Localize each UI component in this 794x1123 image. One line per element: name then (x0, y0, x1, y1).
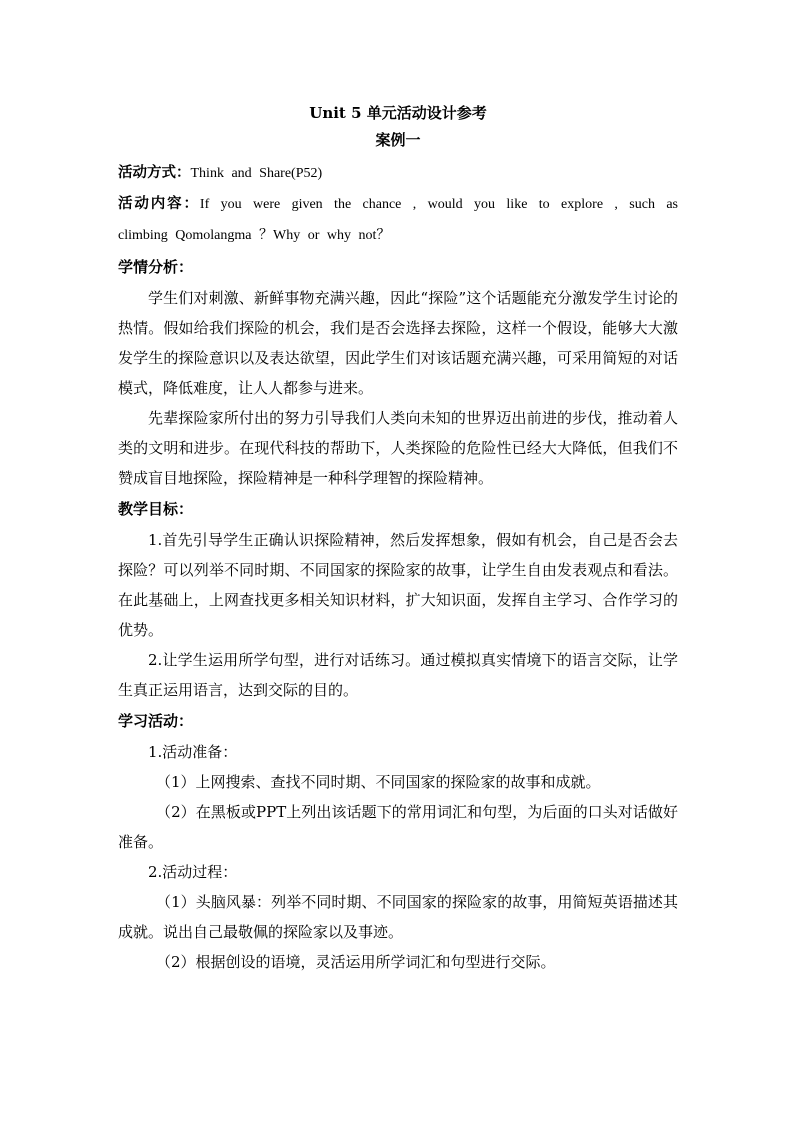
goals-heading: 教学目标： (118, 500, 194, 518)
prep-item-2: （2）在黑板或PPT上列出该话题下的常用词汇和句型，为后面的口头对话做好准备。 (118, 803, 678, 851)
doc-subtitle: 案例一 (375, 131, 421, 149)
prep-title: 1.活动准备： (148, 743, 238, 761)
activity-mode-value: Think and Share(P52) (190, 166, 323, 181)
document-body (118, 100, 678, 977)
activity-content-row-2 (118, 220, 678, 251)
prep-item-1: （1）上网搜索、查找不同时期、不同国家的探险家的故事和成就。 (156, 773, 601, 791)
activity-content-row (118, 189, 678, 220)
activities-heading: 学习活动： (118, 712, 194, 730)
analysis-paragraph-1: 学生们对刺激、新鲜事物充满兴趣，因此“探险”这个话题能充分激发学生讨论的热情。假如给我们探险的机会，我们是否会选择去探险，这样一个假设，能够大大激发学生的探险意识以及表达欲望，因此学生们对该话题充满兴趣，可采用简短的对话模式，降低难度，让人人都参与进来。 (118, 289, 678, 397)
activity-content-line1: If you were given the chance , would you like to explore , such as (199, 197, 678, 212)
goals-paragraph-1: 1.首先引导学生正确认识探险精神，然后发挥想象，假如有机会，自己是否会去探险？可以列举不同时期、不同国家的探险家的故事，让学生自由发表观点和看法。在此基础上，上网查找更多相关知识材料，扩大知识面，发挥自主学习、合作学习的优势。 (118, 531, 678, 639)
process-title: 2.活动过程： (148, 863, 238, 881)
analysis-heading: 学情分析： (118, 258, 194, 276)
activity-mode-label: 活动方式： (118, 164, 191, 181)
analysis-paragraph-2: 先辈探险家所付出的努力引导我们人类向未知的世界迈出前进的步伐，推动着人类的文明和进步。在现代科技的帮助下，人类探险的危险性已经大大降低，但我们不赞成盲目地探险，探险精神是一种科学理智的探险精神。 (118, 409, 678, 487)
process-item-1: （1）头脑风暴：列举不同时期、不同国家的探险家的故事，用简短英语描述其成就。说出自己最敬佩的探险家以及事迹。 (118, 893, 678, 941)
goals-paragraph-2: 2.让学生运用所学句型，进行对话练习。通过模拟真实情境下的语言交际，让学生真正运用语言，达到交际的目的。 (118, 651, 678, 699)
activity-mode-row (118, 158, 678, 189)
process-item-2: （2）根据创设的语境，灵活运用所学词汇和句型进行交际。 (156, 953, 556, 971)
activity-content-label: 活动内容： (118, 195, 200, 212)
doc-title: Unit 5 单元活动设计参考 (309, 104, 487, 122)
activity-content-line2: climbing Qomolangma ？Why or why not？ (118, 228, 391, 243)
